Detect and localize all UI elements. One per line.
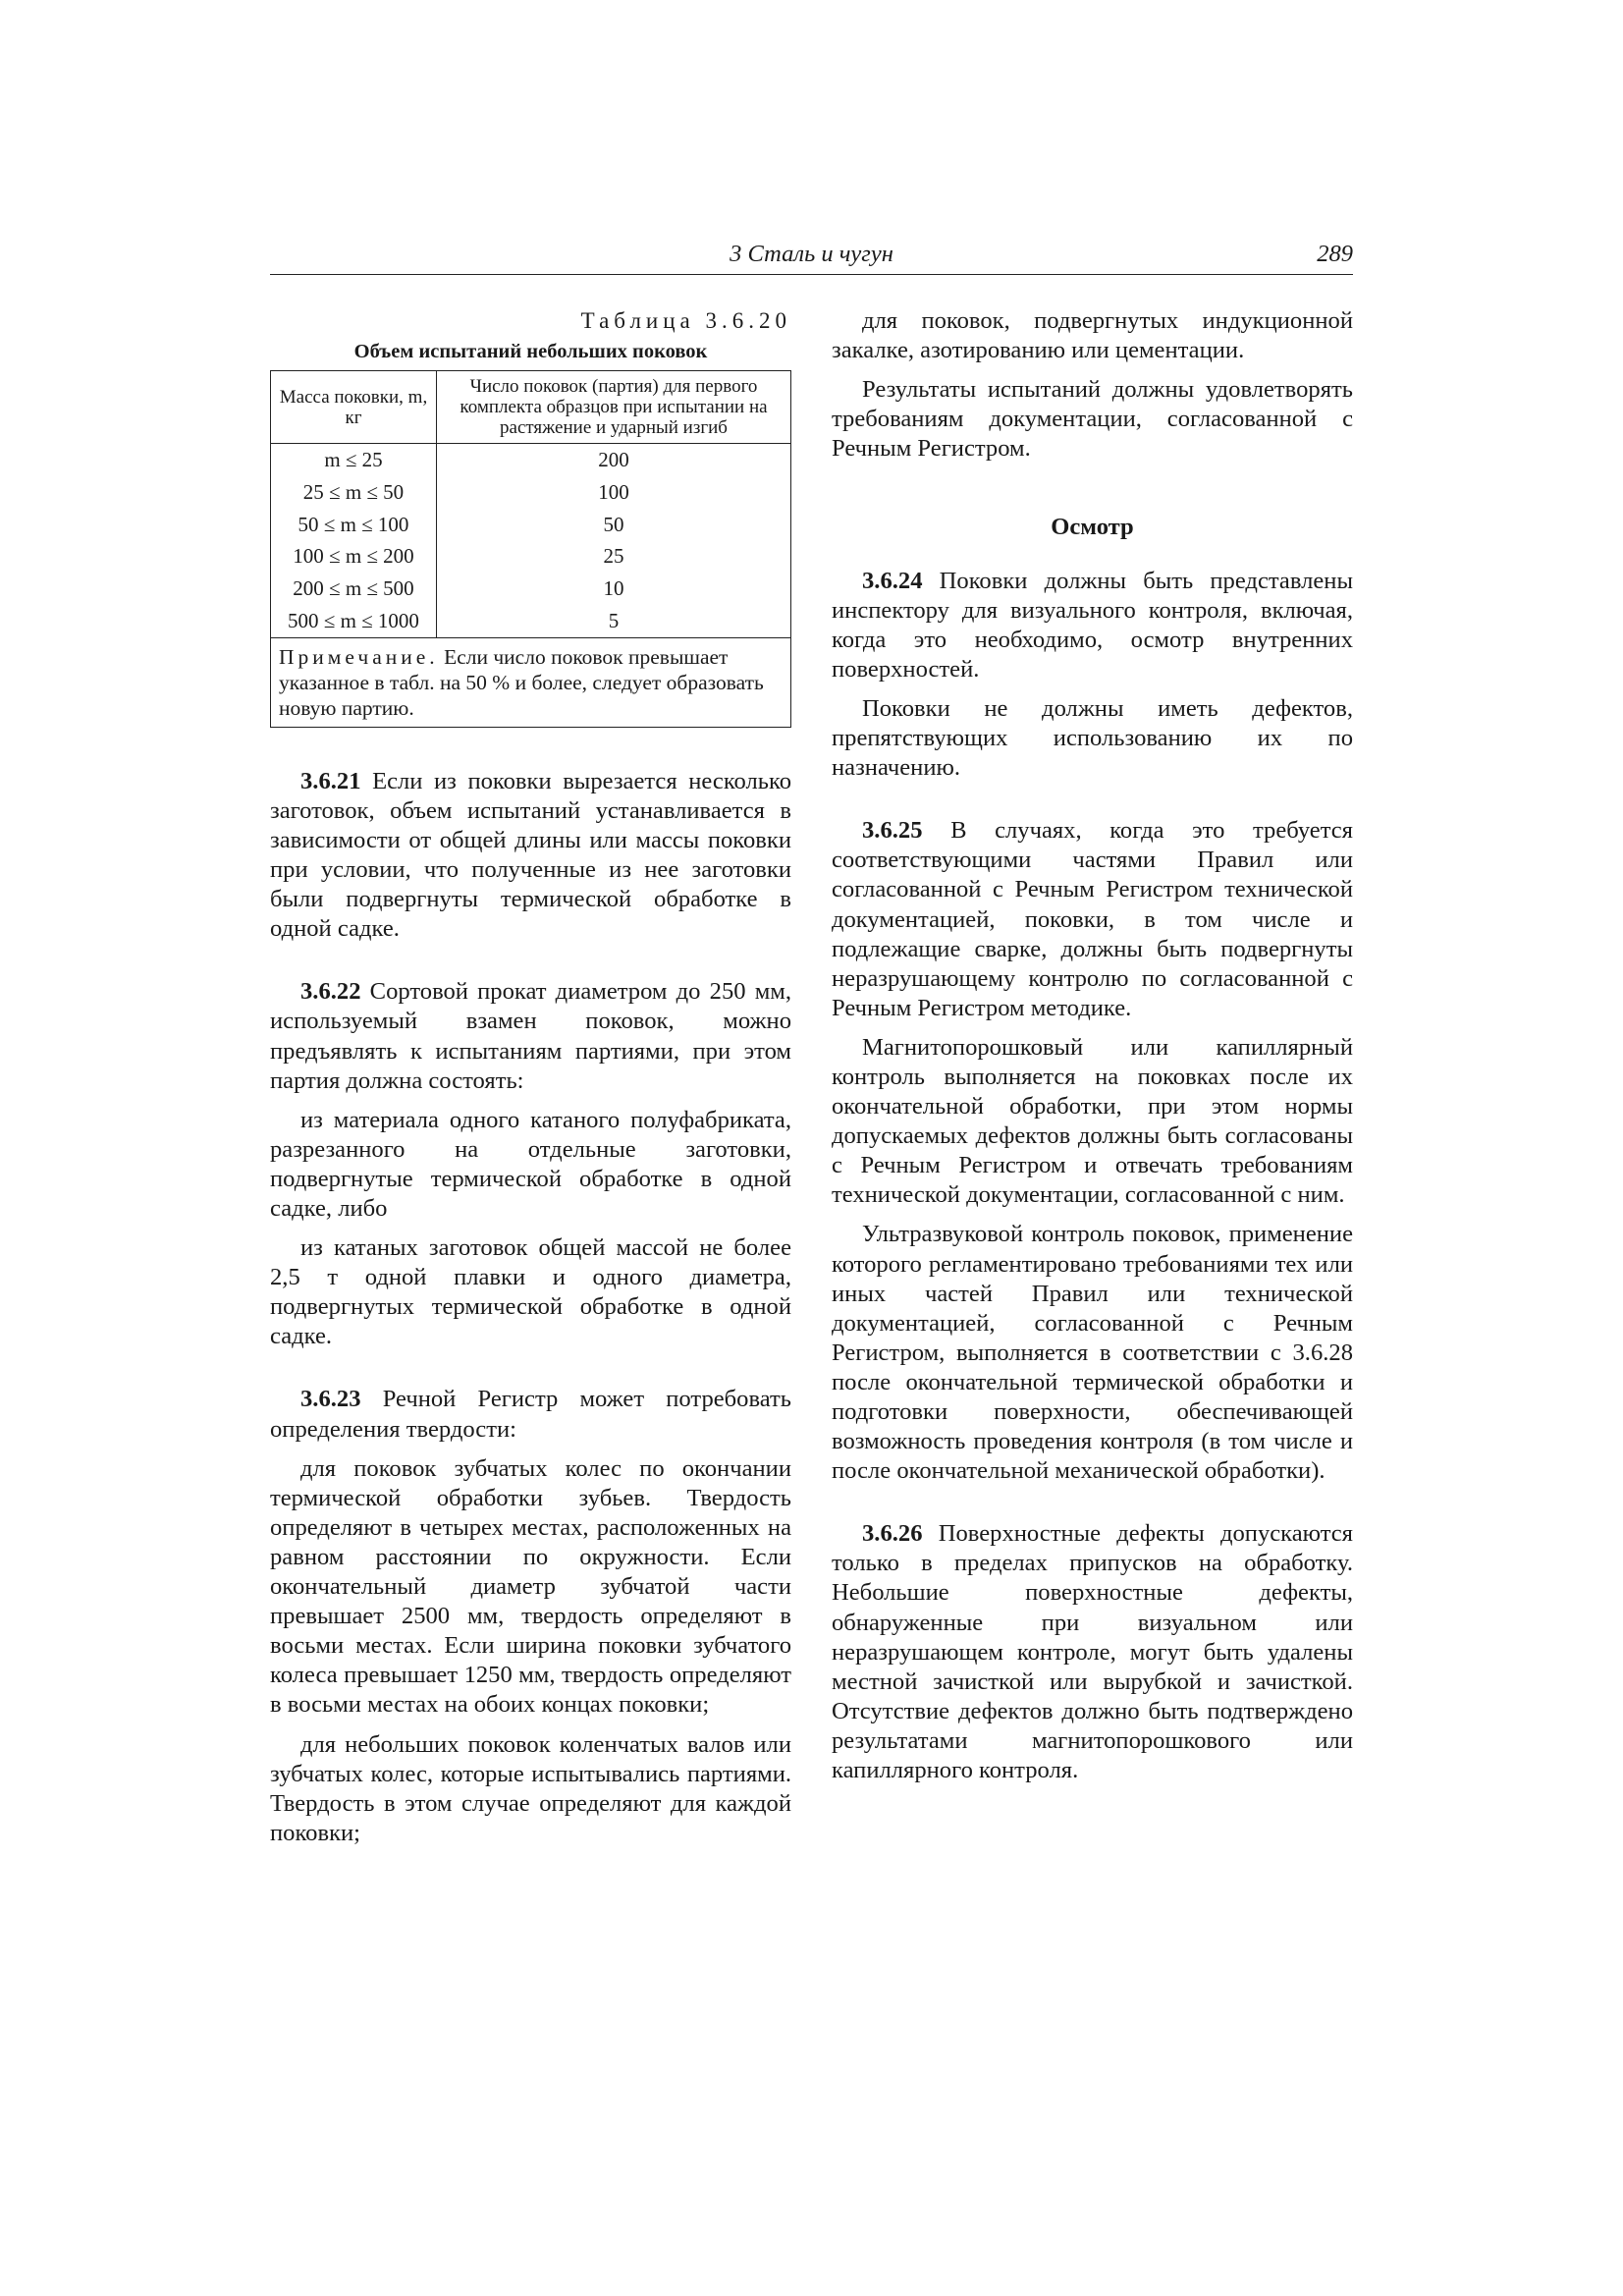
paragraph-3-6-23 — [270, 1385, 791, 1444]
paragraph-3-6-24 — [832, 567, 1353, 684]
paragraph-3-6-25-b: Магнитопорошковый или капиллярный контроль выполняется на поковках после их окончательной обработки, при этом нормы допускаемых дефектов должны быть согласованы с Речным Регистром и отвечать требованиям технической документации, согласованной с ним. — [832, 1033, 1353, 1209]
column-header-mass: Масса поковки, m, кг — [271, 371, 437, 444]
section-title: 3 Сталь и чугун — [730, 241, 893, 267]
count-cell: 200 — [437, 444, 791, 476]
note-text: Если число поковок превышает указанное в табл. на 50 % и более, следует образовать новую партию. — [279, 644, 764, 720]
mass-cell: 100 ≤ m ≤ 200 — [271, 540, 437, 573]
paragraph-3-6-25-c: Ультразвуковой контроль поковок, применение которого регламентировано требованиями тех или иных частей Правил или технической документацией, согласованной с Речным Регистром, выполняется в соответствии с 3.6.28 после окончательной термической обработки и подготовки поверхности, обеспечивающей возможность проведения контроля (в том числе и после окончательной механической обработки). — [832, 1221, 1353, 1485]
count-cell: 100 — [437, 476, 791, 509]
table-caption: Таблица 3.6.20 — [580, 308, 791, 333]
table-row — [271, 605, 791, 637]
count-cell: 50 — [437, 509, 791, 541]
paragraph-3-6-26 — [832, 1519, 1353, 1785]
mass-cell: m ≤ 25 — [271, 444, 437, 476]
clause-text: Поковки должны быть представлены инспектору для визуального контроля, включая, когда это необходимо, осмотр внутренних поверхностей. — [832, 567, 1353, 683]
clause-text: Если из поковки вырезается несколько заготовок, объем испытаний устанавливается в зависимости от общей длины или массы поковки при условии, что полученные из нее заготовки были подвергнуты термической обработке в одной садке. — [270, 767, 791, 943]
page-number: 289 — [1317, 241, 1353, 267]
table-row — [271, 509, 791, 541]
clause-text: Речной Регистр может потребовать определения твердости: — [270, 1386, 792, 1443]
mass-cell: 25 ≤ m ≤ 50 — [271, 476, 437, 509]
mass-cell: 500 ≤ m ≤ 1000 — [271, 605, 437, 637]
note-label: Примечание. — [279, 644, 439, 669]
paragraph-3-6-23-item-a: для поковок зубчатых колес по окончании термической обработки зубьев. Твердость определяют в четырех местах, расположенных на равном расстоянии по окружности. Если окончательный диаметр зубчатой части превышает 2500 мм, твердость определяют в восьми местах. Если ширина поковки зубчатого колеса превышает 1250 мм, твердость определяют в восьми местах на обоих концах поковки; — [270, 1454, 791, 1719]
clause-number: 3.6.26 — [862, 1520, 923, 1548]
paragraph-3-6-22-option-b: из катаных заготовок общей массой не более 2,5 т одной плавки и одного диаметра, подвергнутых термической обработке в одной садке. — [270, 1234, 791, 1350]
clause-number: 3.6.23 — [300, 1386, 361, 1413]
table-title: Объем испытаний небольших поковок — [353, 341, 708, 362]
table-row — [271, 540, 791, 573]
left-column — [270, 306, 791, 1848]
clause-text: В случаях, когда это требуется соответствующими частями Правил или согласованной с Речным Регистром технической документацией, поковки, в том числе и подлежащие сварке, должны быть подвергнуты неразрушающему контролю по согласованной с Речным Регистром методике. — [832, 817, 1353, 1021]
table-row — [271, 476, 791, 509]
clause-number: 3.6.21 — [300, 767, 361, 794]
right-column — [832, 306, 1353, 1785]
paragraph-3-6-22-option-a: из материала одного катаного полуфабриката, разрезанного на отдельные заготовки, подвергнутые термической обработке в одной садке, либо — [270, 1106, 791, 1222]
paragraph-3-6-23-item-b: для небольших поковок коленчатых валов или зубчатых колес, которые испытывались партиями. Твердость в этом случае определяют для каждой поковки; — [270, 1730, 791, 1846]
running-header — [270, 239, 1353, 275]
paragraph-3-6-24-b: Поковки не должны иметь дефектов, препятствующих использованию их по назначению. — [832, 694, 1353, 782]
paragraph-3-6-23-item-c: для поковок, подвергнутых индукционной закалке, азотированию или цементации. — [832, 307, 1353, 364]
table-row — [271, 573, 791, 605]
paragraph-3-6-22 — [270, 977, 791, 1095]
paragraph-3-6-25 — [832, 816, 1353, 1023]
section-heading-inspection: Осмотр — [1051, 514, 1134, 541]
count-cell: 5 — [437, 605, 791, 637]
count-cell: 10 — [437, 573, 791, 605]
mass-cell: 50 ≤ m ≤ 100 — [271, 509, 437, 541]
mass-cell: 200 ≤ m ≤ 500 — [271, 573, 437, 605]
clause-number: 3.6.22 — [300, 978, 361, 1006]
forgings-test-table — [270, 370, 791, 728]
count-cell: 25 — [437, 540, 791, 573]
paragraph-3-6-21 — [270, 767, 791, 945]
clause-number: 3.6.25 — [862, 817, 923, 845]
paragraph-results: Результаты испытаний должны удовлетворять требованиям документации, согласованной с Речным Регистром. — [832, 376, 1353, 463]
clause-number: 3.6.24 — [862, 567, 923, 594]
clause-text: Сортовой прокат диаметром до 250 мм, используемый взамен поковок, можно предъявлять к испытаниям партиями, при этом партия должна состоять: — [270, 978, 791, 1094]
table-row — [271, 444, 791, 476]
table-note — [271, 637, 791, 727]
clause-text: Поверхностные дефекты допускаются только в пределах припусков на обработку. Небольшие поверхностные дефекты, обнаруженные при визуальном или неразрушающем контроле, могут быть удалены местной зачисткой или вырубкой и зачисткой. Отсутствие дефектов должно быть подтверждено результатами магнитопорошкового или капиллярного контроля. — [832, 1520, 1353, 1784]
column-header-count: Число поковок (партия) для первого комплекта образцов при испытании на растяжение и ударный изгиб — [437, 371, 791, 444]
